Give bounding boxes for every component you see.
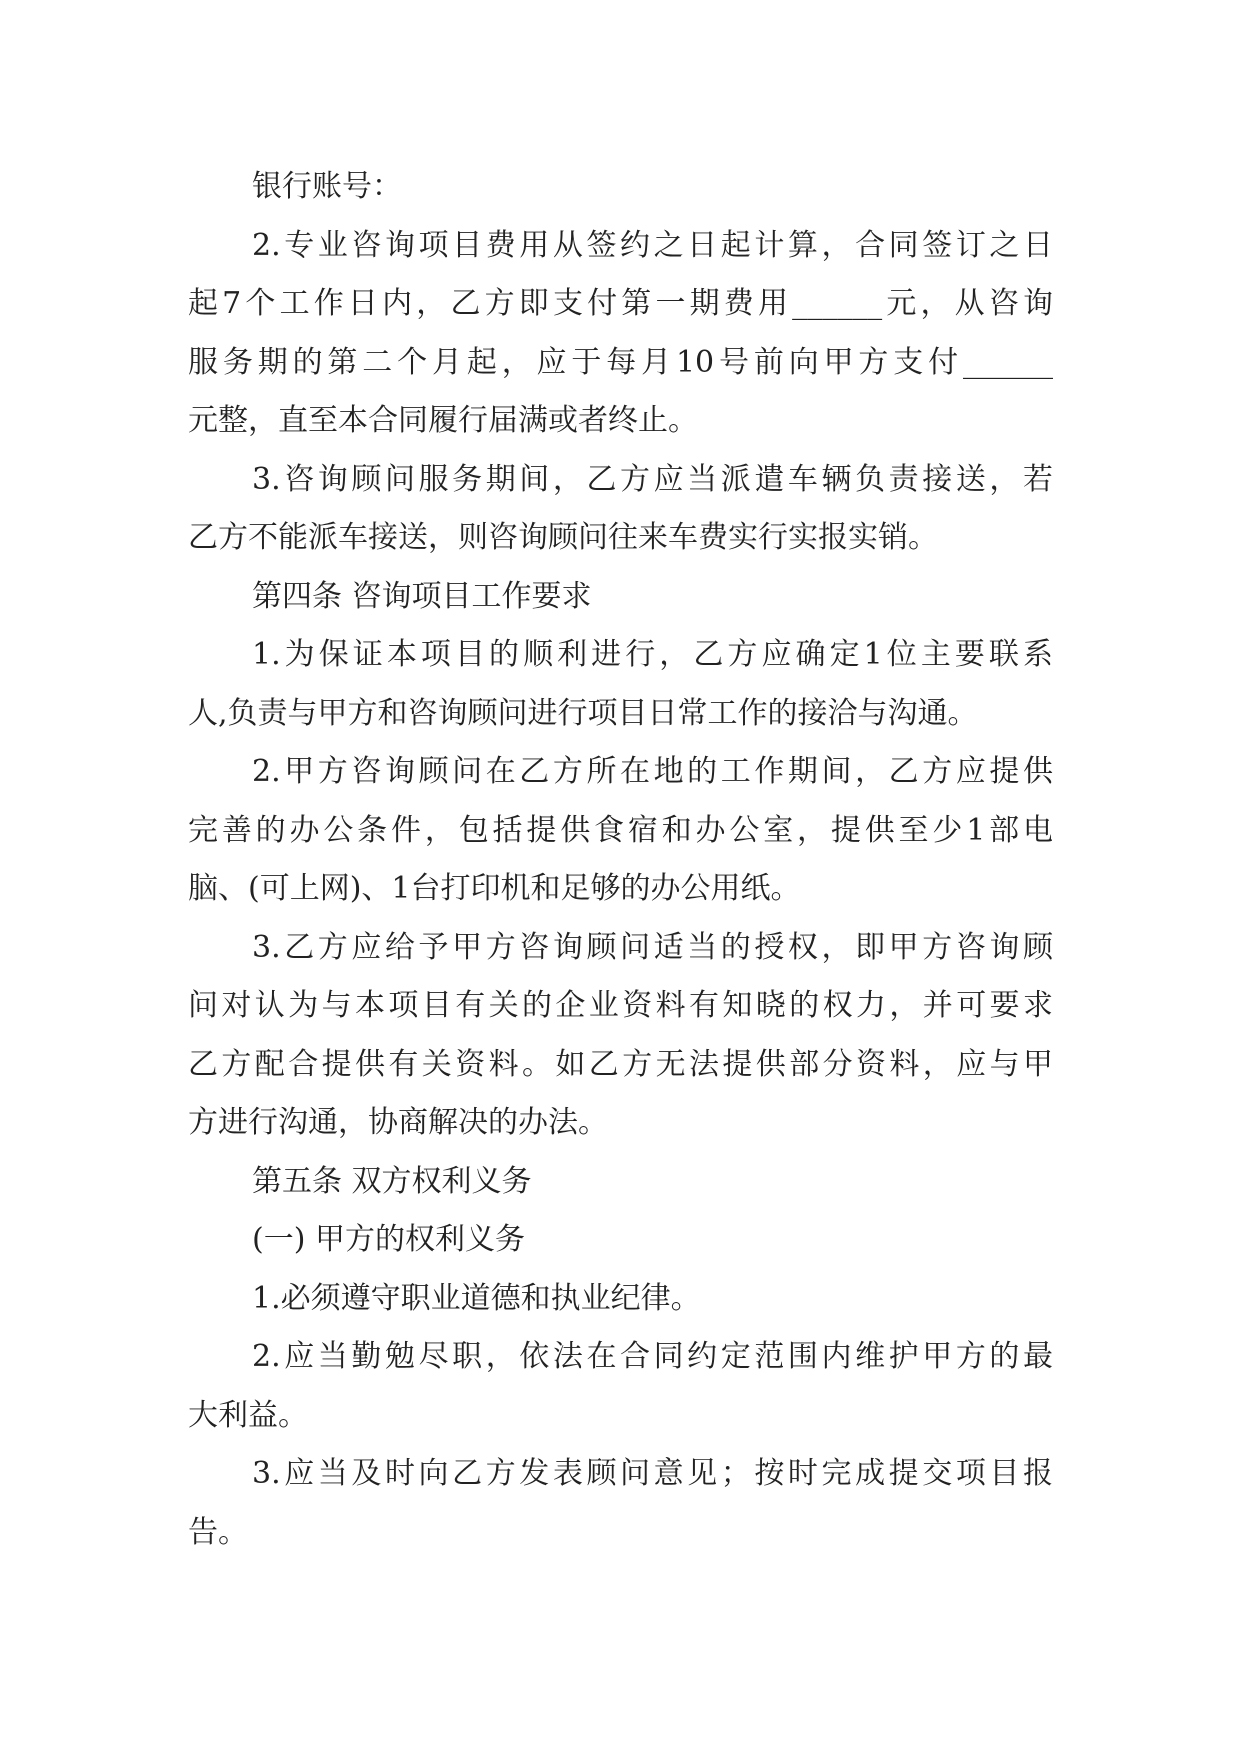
clause-ethics [188, 1270, 1053, 1329]
text-line: 乙方配合提供有关资料。如乙方无法提供部分资料，应与甲 [188, 1046, 1053, 1082]
section-heading-article-4 [188, 568, 1053, 627]
bank-account-line [188, 158, 1053, 217]
clause-fee-calculation [188, 217, 1053, 451]
text-line: 3.应当及时向乙方发表顾问意见；按时完成提交项目报 [252, 1456, 1053, 1491]
text-line: 3.咨询顾问服务期间，乙方应当派遣车辆负责接送，若 [252, 461, 1053, 497]
text-line: 人,负责与甲方和咨询顾问进行项目日常工作的接洽与沟通。 [188, 695, 978, 731]
section-heading: 第五条 双方权利义务 [252, 1163, 532, 1199]
text-line: 2.甲方咨询顾问在乙方所在地的工作期间，乙方应提供 [252, 754, 1053, 789]
text-line: 大利益。 [188, 1397, 308, 1433]
clause-diligence [188, 1328, 1053, 1445]
text-line: 方进行沟通，协商解决的办法。 [188, 1105, 608, 1140]
text-line: 1.必须遵守职业道德和执业纪律。 [252, 1280, 701, 1316]
text-line: 起7个工作日内，乙方即支付第一期费用______元，从咨询 [188, 286, 1053, 321]
text-line: 1.为保证本项目的顺利进行，乙方应确定1位主要联系 [252, 637, 1053, 672]
text-line: 乙方不能派车接送，则咨询顾问往来车费实行实报实销。 [188, 520, 938, 555]
clause-timely-opinion [188, 1445, 1053, 1562]
document-body [188, 158, 1053, 1562]
clause-contact-person [188, 626, 1053, 743]
text-line: 告。 [188, 1514, 248, 1550]
subsection-heading: (一) 甲方的权利义务 [252, 1222, 525, 1257]
section-heading-article-5 [188, 1153, 1053, 1212]
text-line: 脑、(可上网)、1台打印机和足够的办公用纸。 [188, 871, 801, 906]
text-line: 2.专业咨询项目费用从签约之日起计算，合同签订之日 [252, 227, 1053, 263]
clause-office-conditions [188, 743, 1053, 919]
subsection-heading-party-a [188, 1211, 1053, 1270]
section-heading: 第四条 咨询项目工作要求 [252, 578, 592, 614]
text-line: 3.乙方应给予甲方咨询顾问适当的授权，即甲方咨询顾 [252, 929, 1053, 965]
text-line: 服务期的第二个月起，应于每月10号前向甲方支付______ [188, 344, 1053, 380]
text-line: 2.应当勤勉尽职，依法在合同约定范围内维护甲方的最 [252, 1339, 1053, 1374]
text-line: 问对认为与本项目有关的企业资料有知晓的权力，并可要求 [188, 988, 1053, 1023]
text-line: 银行账号： [252, 169, 402, 204]
text-line: 元整，直至本合同履行届满或者终止。 [188, 403, 698, 438]
clause-authorization [188, 919, 1053, 1153]
clause-transport [188, 451, 1053, 568]
text-line: 完善的办公条件，包括提供食宿和办公室，提供至少1部电 [188, 812, 1053, 848]
